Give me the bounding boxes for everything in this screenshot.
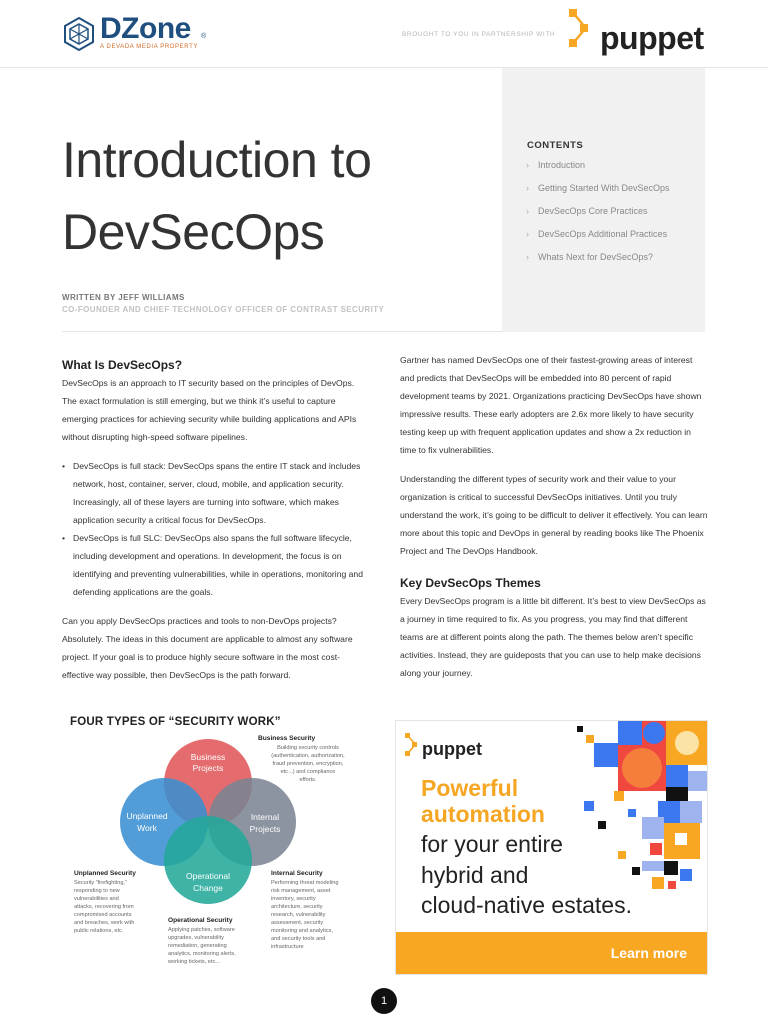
toc-item-label: DevSecOps Additional Practices	[538, 229, 668, 239]
dzone-hexagon-icon	[62, 16, 96, 52]
circle-label: Projects	[192, 763, 224, 773]
text-line: monitoring and analytics,	[271, 928, 333, 934]
contents-heading: CONTENTS	[527, 140, 584, 151]
dzone-brand: DZone	[100, 12, 191, 45]
bullet-list	[62, 457, 370, 601]
title-line-2: DevSecOps	[62, 204, 325, 260]
ad-footer	[396, 932, 708, 975]
partner-label: BROUGHT TO YOU IN PARTNERSHIP WITH	[402, 31, 556, 38]
ad-headline-line: Powerful	[421, 775, 519, 801]
toc-item-label: Introduction	[538, 160, 586, 170]
toc-item-label: Whats Next for DevSecOps?	[538, 252, 654, 262]
ad-body-line: cloud-native estates.	[421, 892, 632, 918]
text-line: etc...) and compliance	[280, 769, 336, 775]
paragraph: Gartner has named DevSecOps one of their fastest-growing areas of interest and predicts that DevSecOps will be embedded into 80 percent of rapid development teams by 2021. Organizations practicing DevSecOps have shown impressive results. These early adopters are 2.6x more likely to have security testing keep up with frequent application updates and show a 2x reduction in time to fix vulnerabilities.	[400, 355, 702, 455]
toc-item-label: DevSecOps Core Practices	[538, 206, 648, 216]
puppet-logo-icon	[568, 8, 598, 50]
puppet-logo-icon	[405, 733, 421, 757]
page-number: 1	[371, 988, 397, 1014]
unplanned-security-text	[74, 879, 166, 935]
toc-item-label: Getting Started With DevSecOps	[538, 183, 670, 193]
ad-headline-line: automation	[421, 801, 545, 827]
paragraph: Can you apply DevSecOps practices and tools to non-DevOps projects? Absolutely. The ideas in this document are applicable to almost any software project. If your goal is to produce highly secure software in the most cost-effective way possible, then DevSecOps is the path forward.	[62, 616, 353, 680]
business-security-heading: Business Security	[258, 735, 316, 742]
internal-security-text	[271, 879, 361, 951]
learn-more-button[interactable]: Learn more	[610, 945, 687, 961]
operational-security-heading: Operational Security	[168, 917, 233, 924]
internal-security-heading: Internal Security	[271, 870, 323, 877]
text-line: public relations, etc.	[74, 928, 124, 934]
text-line: Security “firefighting,”	[74, 880, 127, 886]
security-work-diagram	[62, 712, 358, 980]
author-name: WRITTEN BY JEFF WILLIAMS	[62, 293, 185, 302]
ad-brand: puppet	[422, 739, 482, 759]
text-line: inventory, security	[271, 896, 316, 902]
chevron-right-icon: ›	[526, 229, 529, 239]
ad-body-line: hybrid and	[421, 861, 529, 888]
paragraph: Understanding the different types of security work and their value to your organization is critical to successful DevSecOps initiatives. Until you truly understand the work, it’s going to be difficult to deliver it effectively. You can learn more about this topic and DevOps in general by reading books like The Phoenix Project and The DevOps Handbook.	[400, 474, 708, 556]
text-line: and security tools and	[271, 936, 326, 942]
text-line: research, vulnerability	[271, 912, 326, 918]
chevron-right-icon: ›	[526, 160, 529, 170]
circle-label: Projects	[249, 824, 281, 834]
dzone-registered-mark: ®	[201, 33, 207, 40]
text-line: (authentication, authorization,	[271, 753, 345, 759]
text-line: assessment, security	[271, 920, 324, 926]
table-of-contents	[502, 68, 705, 332]
bullet-item: • DevSecOps is full stack: DevSecOps spans the entire IT stack and includes network, host, container, server, cloud, mobile, and application security. Increasingly, all of these layers are turning into software, which makes application security a critical focus for DevSecOps.	[62, 457, 370, 529]
puppet-advertisement[interactable]	[395, 720, 708, 975]
chevron-right-icon: ›	[526, 183, 529, 193]
text-line: fraud prevention, encryption,	[272, 761, 344, 767]
text-line: infrastructure	[271, 944, 304, 950]
circle-label: Operational	[186, 871, 230, 881]
business-security-text	[258, 744, 358, 784]
ad-body-line: for your entire	[421, 831, 563, 857]
figure-title: FOUR TYPES OF “SECURITY WORK”	[70, 716, 281, 728]
toc-item-additional-practices[interactable]	[526, 227, 670, 250]
text-line: attacks, recovering from	[74, 904, 134, 910]
ad-headline	[421, 775, 545, 827]
text-line: risk management, asset	[271, 888, 331, 894]
text-line: vulnerabilities and	[74, 896, 119, 902]
dzone-subtitle: A DEVADA MEDIA PROPERTY	[100, 44, 198, 50]
circle-label: Internal	[250, 812, 280, 822]
section-heading-what-is: What Is DevSecOps?	[62, 358, 183, 372]
paragraph: Every DevSecOps program is a little bit different. It’s best to view DevSecOps as a journey in time required to fix. As you progress, you may find that different teams are at different points along the path. The themes below aren’t specific activities. Instead, they are guideposts that you can use to help make decisions along your journey.	[400, 596, 706, 678]
text-line: architecture, security	[271, 904, 323, 910]
text-line: analytics, monitoring alerts,	[168, 951, 236, 957]
text-line: Performing threat modeling	[271, 880, 339, 886]
contents-list	[526, 158, 670, 273]
text-line: and breaches, work with	[74, 920, 135, 926]
bullet-item: • DevSecOps is full SLC: DevSecOps also spans the full software lifecycle, including development and operations. In development, the focus is on identifying and preventing vulnerabilities, while in operations, monitoring and defending applications are the goals.	[62, 529, 370, 601]
author-role: CO-FOUNDER AND CHIEF TECHNOLOGY OFFICER OF CONTRAST SECURITY	[62, 305, 385, 314]
text-line: Applying patches, software	[168, 927, 235, 933]
circle-label: Unplanned	[126, 811, 168, 821]
text-line: compromised accounts	[74, 912, 132, 918]
text-line: upgrades, vulnerability	[168, 935, 224, 941]
circle-label: Work	[137, 823, 157, 833]
circle-label: Change	[193, 883, 223, 893]
ad-body	[421, 829, 632, 921]
text-line: efforts.	[299, 777, 317, 783]
operational-security-text	[168, 926, 264, 966]
toc-item-introduction[interactable]	[526, 158, 670, 181]
section-heading-key-themes: Key DevSecOps Themes	[400, 576, 541, 590]
toc-item-whats-next[interactable]	[526, 250, 670, 273]
toc-item-getting-started[interactable]	[526, 181, 670, 204]
page-header	[0, 0, 768, 68]
text-line: remediation, generating	[168, 943, 227, 949]
paragraph: DevSecOps is an approach to IT security based on the principles of DevOps. The exact formulation is still emerging, but we think it’s useful to capture emerging practices for achieving security while building applications and APIs without disrupting high-speed software pipelines.	[62, 378, 357, 442]
page-title	[62, 124, 371, 268]
unplanned-security-heading: Unplanned Security	[74, 870, 136, 877]
circle-label: Business	[190, 752, 226, 762]
left-column	[62, 356, 370, 695]
chevron-right-icon: ›	[526, 252, 529, 262]
text-line: working tickets, etc...	[168, 959, 220, 965]
text-line: responding to new	[74, 888, 120, 894]
puppet-brand: puppet	[600, 20, 704, 56]
right-column	[400, 351, 708, 693]
toc-item-core-practices[interactable]	[526, 204, 670, 227]
title-line-1: Introduction to	[62, 132, 372, 188]
chevron-right-icon: ›	[526, 206, 529, 216]
text-line: Building security controls	[277, 745, 339, 751]
